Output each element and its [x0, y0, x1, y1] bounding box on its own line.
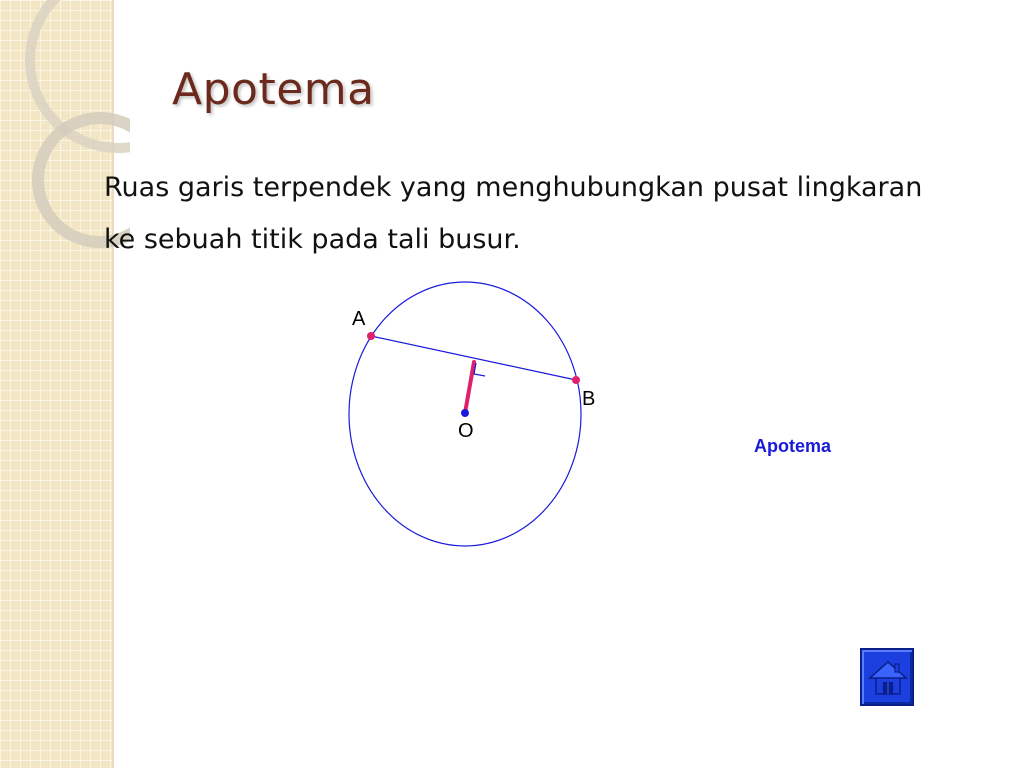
- slide-title: Apotema: [172, 64, 375, 115]
- point-b: [572, 376, 580, 384]
- label-b: B: [582, 388, 596, 410]
- point-a: [367, 332, 375, 340]
- center-point-o: [461, 409, 469, 417]
- slide-body-text: Ruas garis terpendek yang menghubungkan pusat lingkaran ke sebuah titik pada tali busur.: [104, 172, 923, 255]
- circle-diagram: [330, 270, 630, 560]
- circle-figure: [330, 270, 630, 565]
- label-o: O: [458, 420, 474, 442]
- right-angle-marker: [474, 363, 485, 376]
- home-button[interactable]: [860, 648, 914, 706]
- apotema-link[interactable]: Apotema: [754, 436, 832, 456]
- apothem-segment: [465, 362, 474, 413]
- label-a: A: [352, 308, 366, 330]
- home-icon: [868, 658, 908, 698]
